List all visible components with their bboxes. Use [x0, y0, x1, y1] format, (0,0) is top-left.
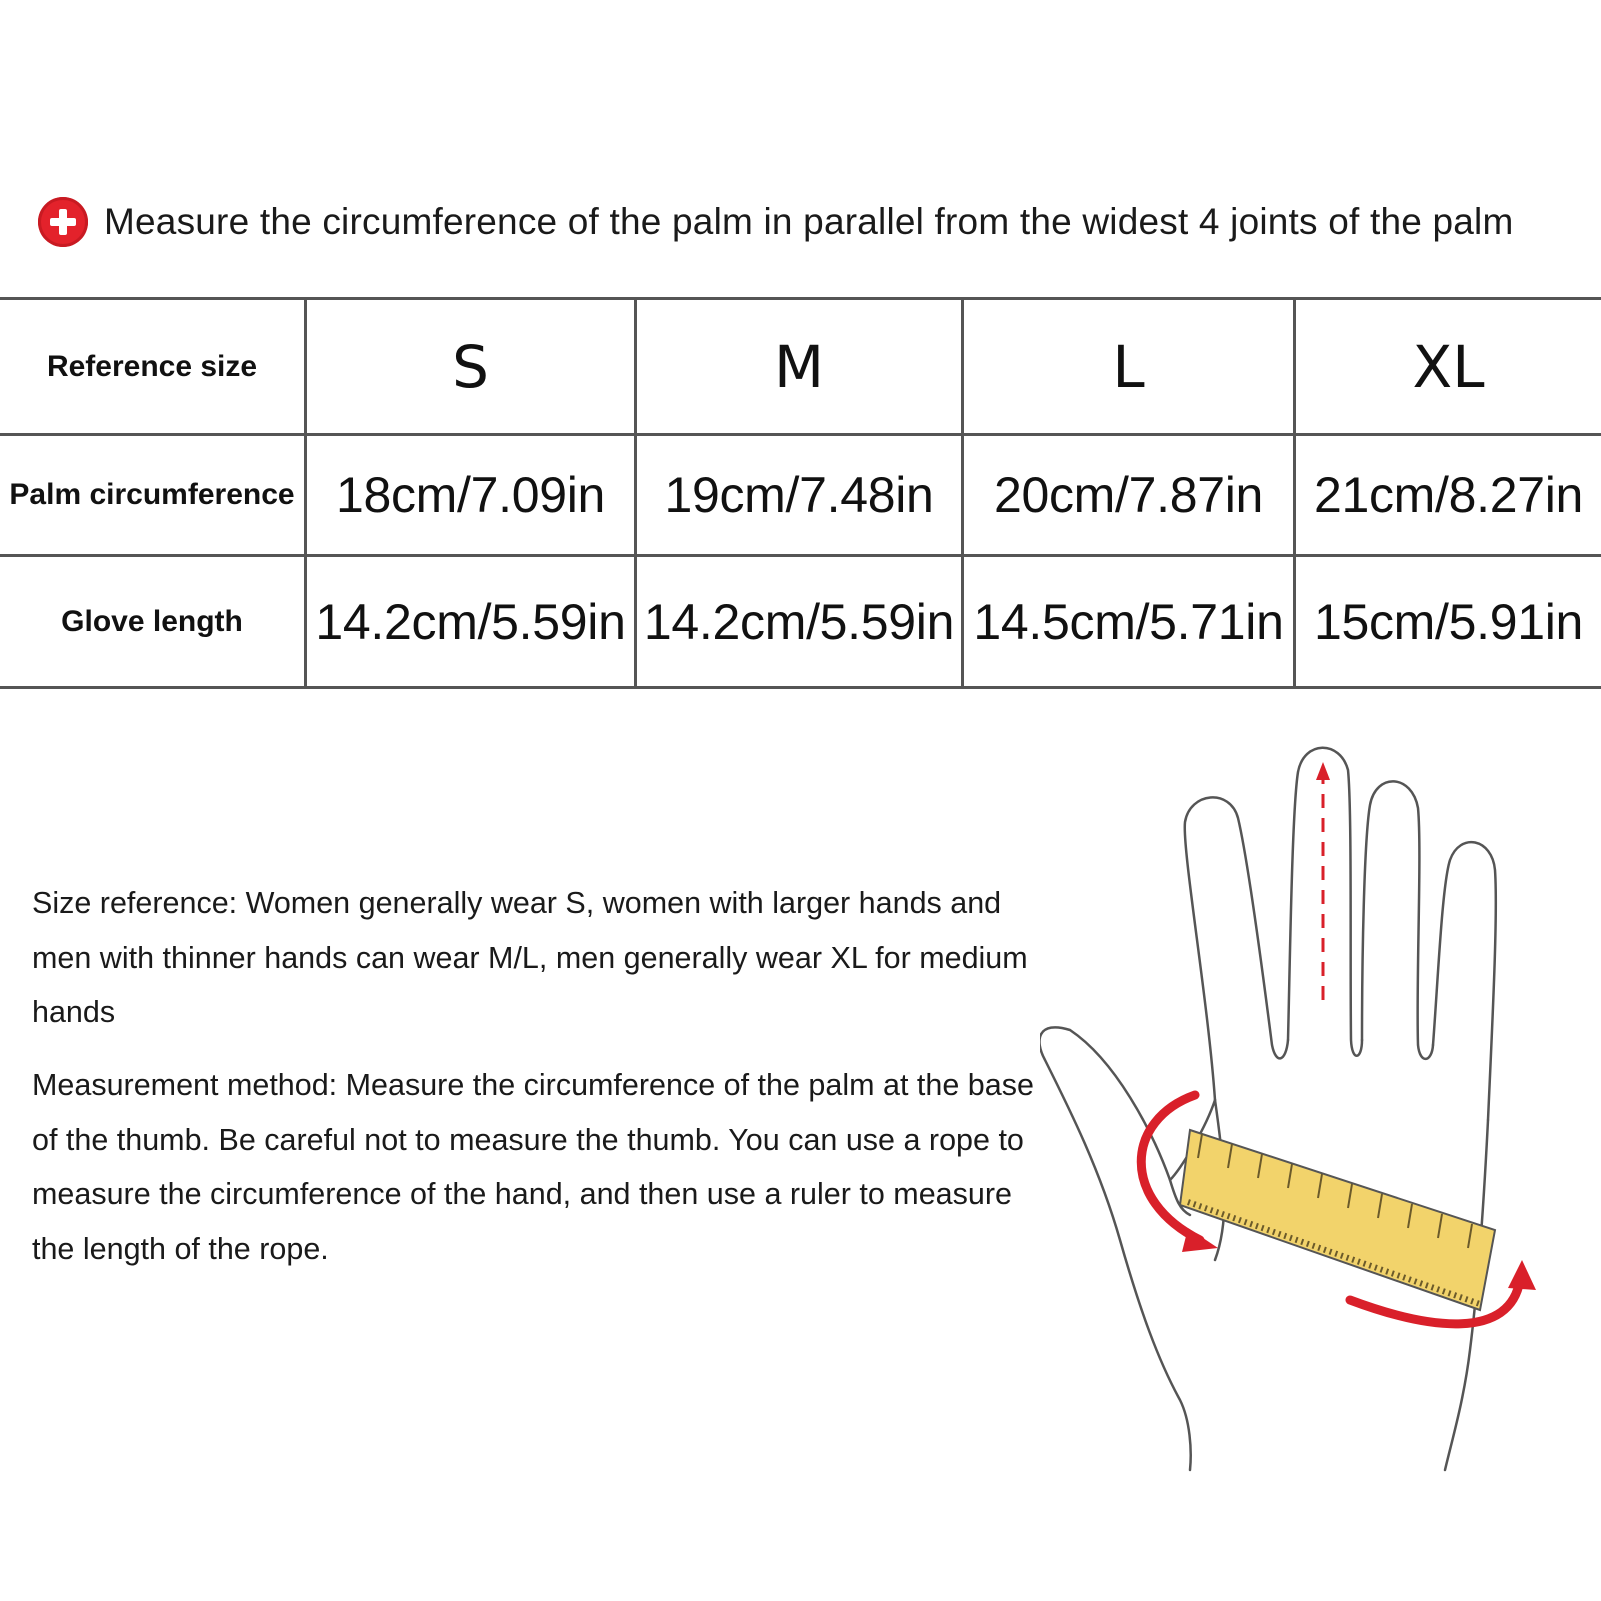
row-label-cell — [0, 436, 307, 554]
arrow-head-left — [1182, 1228, 1218, 1252]
note-text: Measure the circumference of the palm in parallel from the widest 4 joints of the palm — [104, 201, 1514, 242]
table-cell — [964, 557, 1296, 686]
table-row-palm-circumference — [0, 436, 1601, 557]
size-chart-table — [0, 297, 1601, 689]
size-m-cell — [637, 300, 964, 433]
length-xl-value: 15cm/5.91in — [1313, 593, 1584, 650]
size-s-cell — [307, 300, 637, 433]
table-cell — [637, 557, 964, 686]
table-cell — [1296, 436, 1601, 554]
finger-length-guide — [1316, 762, 1330, 1000]
table-header-row — [0, 300, 1601, 436]
size-m: M — [773, 332, 825, 401]
palm-l-value: 20cm/7.87in — [993, 467, 1264, 523]
palm-s-value: 18cm/7.09in — [335, 467, 606, 523]
measurement-method-text: Measurement method: Measure the circumference of the palm at the base of the thumb. Be careful not to measure the thumb. You can use a rope to measure the circumference of the hand, and then use a ruler to measure the length of the rope. — [32, 1068, 1034, 1266]
table-row-glove-length — [0, 557, 1601, 686]
size-l-cell — [964, 300, 1296, 433]
measuring-tape — [1180, 1130, 1495, 1310]
length-s-value: 14.2cm/5.59in — [315, 593, 626, 650]
size-s: S — [452, 332, 489, 401]
table-cell — [964, 436, 1296, 554]
length-m-value: 14.2cm/5.59in — [643, 593, 955, 650]
plus-circle-icon — [38, 197, 88, 247]
hand-outline — [1040, 748, 1496, 1470]
table-cell — [307, 436, 637, 554]
glove-length-label: Glove length — [61, 604, 243, 638]
table-cell — [1296, 557, 1601, 686]
palm-m-value: 19cm/7.48in — [664, 467, 934, 523]
table-cell — [307, 557, 637, 686]
arrow-head-right — [1508, 1260, 1536, 1290]
palm-circumference-label: Palm circumference — [9, 478, 295, 511]
measurement-note — [38, 196, 1513, 248]
reference-size-label: Reference size — [46, 349, 258, 383]
size-reference-text: Size reference: Women generally wear S, women with larger hands and men with thinner hands can wear M/L, men generally wear XL for medium hands — [32, 886, 1028, 1029]
size-xl-cell — [1296, 300, 1601, 433]
header-label-cell — [0, 300, 307, 433]
hand-measuring-illustration — [1040, 700, 1601, 1490]
size-l: L — [1112, 332, 1145, 401]
table-cell — [637, 436, 964, 554]
palm-xl-value: 21cm/8.27in — [1313, 467, 1584, 523]
row-label-cell — [0, 557, 307, 686]
length-l-value: 14.5cm/5.71in — [973, 593, 1284, 650]
size-xl: XL — [1412, 332, 1485, 401]
